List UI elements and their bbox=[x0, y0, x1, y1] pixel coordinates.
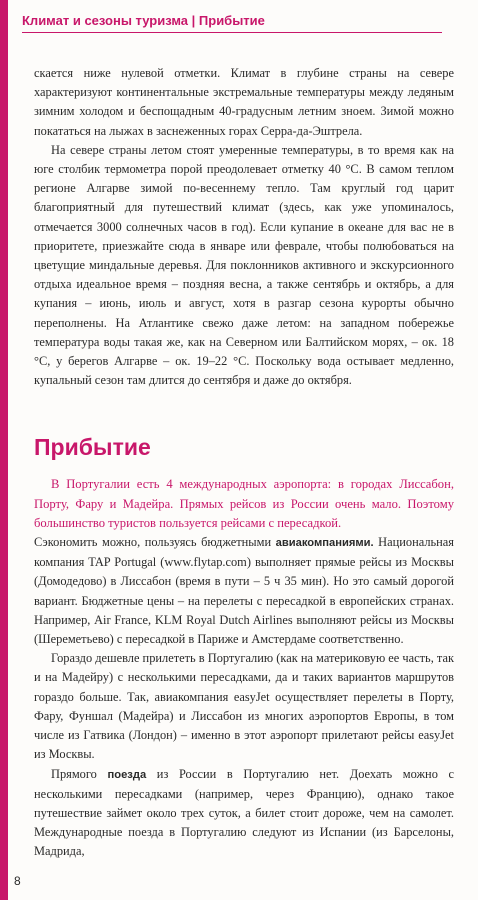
connections-paragraph: Гораздо дешевле прилететь в Португалию (как на материковую ее часть, так и на Мадейру) с несколькими пересадками, да и таких вариантов маршрутов гораздо больше. Так, авиакомпания easyJet осуществляет перелеты в Порту, Фару, Фуншал (Мадейра) и Лиссабон из многих аэропортов Европы, в том числе из Гатвика (Лондон) – именно в этот аэропорт прилетают рейсы easyJet из Москвы. bbox=[34, 651, 454, 762]
page-body bbox=[34, 64, 454, 862]
climate-paragraph-continued: скается ниже нулевой отметки. Климат в глубине страны на севере характеризуют континентальные экстремальные температуры между ледяным зимним холодом и беспощадным 40-градусным летним зноем. Зимой можно покататься на лыжах в заснеженных горах Серра-да-Эштрела. bbox=[34, 66, 454, 138]
train-text-rest: из России в Португалию нет. Доехать можно с несколькими пересадками (например, через Францию), однако такое путешествие займет около трех суток, а билет стоит дороже, чем на самолет. Международные поезда в Португалию следуют из Испании (из Барселоны, Мадрида, bbox=[34, 766, 455, 859]
arrival-lead-paragraph: В Португалии есть 4 международных аэропорта: в городах Лиссабон, Порту, Фару и Мадейра. Прямых рейсов из России очень мало. Поэтому большинство туристов пользуется рейсами с пересадкой. bbox=[34, 477, 454, 530]
train-keyword: поезда bbox=[107, 768, 147, 781]
airlines-paragraph bbox=[34, 533, 454, 649]
running-header: Климат и сезоны туризма | Прибытие bbox=[22, 13, 442, 33]
train-text-start: Прямого bbox=[51, 766, 108, 781]
section-title-arrival: Прибытие bbox=[34, 434, 151, 461]
page-number: 8 bbox=[14, 874, 21, 888]
train-paragraph bbox=[34, 765, 454, 862]
climate-paragraph: На севере страны летом стоят умеренные температуры, в то время как на юге столбик термометра порой преодолевает отметку 40 °С. В самом теплом регионе Алгарве зимой по-весеннему тепло. Там круглый год царит благоприятный для путешествий климат (здесь, как уже упоминалось, отмечается 3000 солнечных часов в год). Если купание в океане для вас не в приоритете, приезжайте сюда в январе или феврале, чтобы полюбоваться на цветущие миндальные деревья. Для поклонников активного и экскурсионного отдыха идеальное время – поздняя весна, а также сентябрь и октябрь, а для купания – июнь, июль и август, хотя в разгар сезона курорты обычно переполнены. На Атлантике свежо даже летом: на западном побережье температура воды такая же, как на Северном или Балтийском морях, – ок. 18 °С, у берегов Алгарве – ок. 19–22 °С. Поскольку вода остывает медленно, купальный сезон там длится до сентября и даже до октября. bbox=[34, 142, 454, 388]
airlines-text-start: Сэкономить можно, пользуясь бюджетными bbox=[34, 535, 276, 550]
airlines-keyword: авиакомпаниями. bbox=[275, 537, 374, 550]
airlines-text-rest: Национальная компания TAP Portugal (www.flytap.com) выполняет прямые рейсы из Москвы (Домодедово) в Лиссабон (время в пути – 5 ч 35 мин). Но это самый дорогой вариант. Бюджетные цены – на перелеты с пересадкой в европейских странах. Например, Air France, KLM Royal Dutch Airlines выполняют рейсы из Москвы (Шереметьево) с пересадкой в Париже и Амстердаме соответственно. bbox=[34, 535, 454, 647]
section-color-band bbox=[0, 0, 8, 900]
